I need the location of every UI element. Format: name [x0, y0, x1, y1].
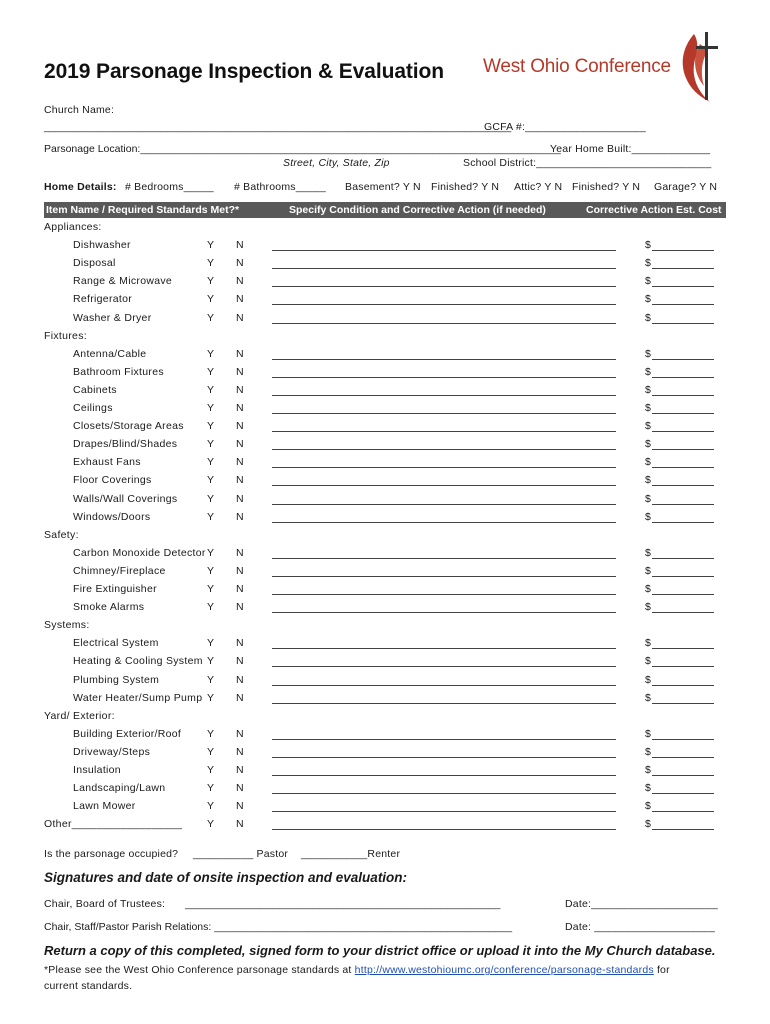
table-row [0, 275, 770, 293]
cost-field[interactable] [652, 793, 714, 794]
standards-note-prefix: *Please see the West Ohio Conference parsonage standards at [44, 964, 352, 976]
yes-option[interactable]: Y [207, 456, 215, 469]
no-option[interactable]: N [236, 293, 244, 306]
logo-text: West Ohio Conference [483, 56, 671, 77]
yes-option[interactable]: Y [207, 293, 215, 306]
no-option[interactable]: N [236, 673, 244, 686]
condition-field[interactable] [272, 703, 616, 704]
table-row [0, 583, 770, 601]
table-row [0, 402, 770, 420]
cost-dollar: $ [645, 293, 651, 306]
category-label: Yard/ Exterior: [44, 709, 115, 722]
header-condition: Specify Condition and Corrective Action (if needed) [289, 204, 546, 216]
condition-field[interactable] [272, 685, 616, 686]
cost-field[interactable] [652, 323, 714, 324]
no-option[interactable]: N [236, 365, 244, 378]
cost-field[interactable] [652, 485, 714, 486]
table-row [0, 637, 770, 655]
condition-field[interactable] [272, 467, 616, 468]
category-label: Safety: [44, 528, 79, 541]
cost-field[interactable] [652, 703, 714, 704]
parsonage-location-field[interactable]: Parsonage Location:________________________________________________________________________ [44, 143, 561, 155]
no-option[interactable]: N [236, 546, 244, 559]
page-title: 2019 Parsonage Inspection & Evaluation [44, 60, 444, 83]
no-option[interactable]: N [236, 239, 244, 252]
no-option[interactable]: N [236, 383, 244, 396]
condition-field[interactable] [272, 377, 616, 378]
item-name: Refrigerator [73, 293, 133, 306]
gcfa-field[interactable]: GCFA #:____________________ [484, 121, 646, 133]
cost-field[interactable] [652, 359, 714, 360]
condition-field[interactable] [272, 268, 616, 269]
yes-option[interactable]: Y [207, 637, 215, 650]
attic-field[interactable]: Attic? Y N [514, 181, 563, 193]
occupied-pastor-field[interactable]: __________ Pastor [193, 848, 289, 860]
table-row [0, 493, 770, 511]
yes-option[interactable]: Y [207, 438, 215, 451]
item-name: Drapes/Blind/Shades [73, 438, 178, 451]
cost-dollar: $ [645, 474, 651, 487]
table-row [0, 764, 770, 782]
cost-field[interactable] [652, 504, 714, 505]
item-name: Dishwasher [73, 239, 131, 252]
cost-dollar: $ [645, 383, 651, 396]
cost-dollar: $ [645, 546, 651, 559]
signatures-heading: Signatures and date of onsite inspection and evaluation: [44, 870, 408, 885]
no-option[interactable]: N [236, 257, 244, 270]
cost-field[interactable] [652, 304, 714, 305]
table-row [0, 257, 770, 275]
category-label: Fixtures: [44, 329, 87, 342]
no-option[interactable]: N [236, 782, 244, 795]
cost-field[interactable] [652, 775, 714, 776]
item-name: Ceilings [73, 402, 113, 414]
cost-dollar: $ [645, 456, 651, 469]
item-name: Bathroom Fixtures [73, 365, 164, 378]
condition-field[interactable] [272, 757, 616, 758]
condition-field[interactable] [272, 431, 616, 432]
yes-option[interactable]: Y [207, 564, 215, 577]
header-cost: Corrective Action Est. Cost [586, 204, 722, 216]
condition-field[interactable] [272, 558, 616, 559]
cost-dollar: $ [645, 745, 651, 758]
item-name: Fire Extinguisher [73, 583, 157, 595]
item-name: Closets/Storage Areas [73, 420, 184, 433]
attic-finished-field[interactable]: Finished? Y N [572, 181, 641, 193]
no-option[interactable]: N [236, 492, 244, 505]
chair-sppr-signature-field[interactable]: Chair, Staff/Pastor Parish Relations: ___________________________________________________ [44, 921, 513, 933]
table-header [44, 202, 726, 218]
standards-note-line2: current standards. [44, 980, 133, 992]
item-name: Driveway/Steps [73, 745, 151, 758]
yes-option[interactable]: Y [207, 402, 215, 414]
yes-option[interactable]: Y [207, 420, 215, 433]
table-row [0, 655, 770, 673]
condition-field[interactable] [272, 413, 616, 414]
item-name: Landscaping/Lawn [73, 782, 166, 795]
table-row [0, 293, 770, 311]
yes-option[interactable]: Y [207, 800, 215, 813]
cost-field[interactable] [652, 811, 714, 812]
no-option[interactable]: N [236, 800, 244, 813]
home-details-label: Home Details: [44, 181, 117, 193]
item-name: Smoke Alarms [73, 601, 145, 614]
item-name: Range & Microwave [73, 275, 173, 288]
item-name: Insulation [73, 764, 121, 776]
yes-option[interactable]: Y [207, 311, 215, 324]
yes-option[interactable]: Y [207, 745, 215, 758]
condition-field[interactable] [272, 739, 616, 740]
occupied-renter-field[interactable]: ___________Renter [301, 848, 401, 860]
yes-option[interactable]: Y [207, 347, 215, 360]
item-name: Washer & Dryer [73, 311, 152, 324]
table-row [0, 456, 770, 474]
cross-flame-icon [676, 30, 726, 106]
cost-dollar: $ [645, 818, 651, 831]
table-row [0, 746, 770, 764]
condition-field[interactable] [272, 811, 616, 812]
table-row [0, 348, 770, 366]
table-row [0, 474, 770, 492]
condition-field[interactable] [272, 612, 616, 613]
yes-option[interactable]: Y [207, 383, 215, 396]
yes-option[interactable]: Y [207, 691, 215, 704]
table-row [0, 547, 770, 565]
no-option[interactable]: N [236, 347, 244, 360]
table-row [0, 366, 770, 384]
condition-field[interactable] [272, 286, 616, 287]
cost-field[interactable] [652, 377, 714, 378]
item-name: Building Exterior/Roof [73, 727, 182, 740]
cost-field[interactable] [652, 286, 714, 287]
basement-finished-field[interactable]: Finished? Y N [431, 181, 500, 193]
yes-option[interactable]: Y [207, 818, 215, 831]
category-label: Systems: [44, 619, 90, 632]
condition-field[interactable] [272, 359, 616, 360]
condition-field[interactable] [272, 504, 616, 505]
condition-field[interactable] [272, 793, 616, 794]
no-option[interactable]: N [236, 564, 244, 577]
condition-field[interactable] [272, 485, 616, 486]
item-name: Windows/Doors [73, 510, 151, 523]
occupied-question: Is the parsonage occupied? [44, 848, 179, 860]
basement-field[interactable]: Basement? Y N [345, 181, 421, 193]
cost-dollar: $ [645, 510, 651, 523]
bathrooms-field[interactable]: # Bathrooms_____ [234, 181, 326, 193]
cost-dollar: $ [645, 365, 651, 378]
cost-dollar: $ [645, 691, 651, 704]
table-row [0, 674, 770, 692]
yes-option[interactable]: Y [207, 474, 215, 487]
cost-field[interactable] [652, 467, 714, 468]
yes-option[interactable]: Y [207, 601, 215, 614]
cost-dollar: $ [645, 239, 651, 252]
no-option[interactable]: N [236, 818, 244, 831]
no-option[interactable]: N [236, 727, 244, 740]
cost-field[interactable] [652, 829, 714, 830]
cost-field[interactable] [652, 431, 714, 432]
no-option[interactable]: N [236, 438, 244, 451]
item-name: Chimney/Fireplace [73, 564, 166, 577]
no-option[interactable]: N [236, 601, 244, 614]
cost-dollar: $ [645, 800, 651, 813]
cost-field[interactable] [652, 576, 714, 577]
header-item-name: Item Name / Required Standards Met?* [46, 204, 240, 216]
cost-dollar: $ [645, 673, 651, 686]
cost-dollar: $ [645, 655, 651, 668]
street-hint: Street, City, State, Zip [283, 157, 390, 169]
date-field-2[interactable]: Date: ____________________ [565, 921, 716, 933]
yes-option[interactable]: Y [207, 583, 215, 595]
condition-field[interactable] [272, 250, 616, 251]
no-option[interactable]: N [236, 745, 244, 758]
cost-field[interactable] [652, 413, 714, 414]
table-row [0, 438, 770, 456]
yes-option[interactable]: Y [207, 655, 215, 668]
item-name: Water Heater/Sump Pump [73, 691, 203, 704]
no-option[interactable]: N [236, 311, 244, 324]
yes-option[interactable]: Y [207, 727, 215, 740]
standards-note-suffix: for [656, 964, 670, 976]
cost-dollar: $ [645, 420, 651, 433]
date-field-1[interactable]: Date:_____________________ [565, 898, 718, 910]
chair-trustees-label: Chair, Board of Trustees: [44, 898, 166, 910]
no-option[interactable]: N [236, 655, 244, 668]
condition-field[interactable] [272, 666, 616, 667]
no-option[interactable]: N [236, 474, 244, 487]
cost-dollar: $ [645, 347, 651, 360]
cost-dollar: $ [645, 782, 651, 795]
item-name: Floor Coverings [73, 474, 152, 487]
chair-trustees-signature-field[interactable]: ______________________________________________________ [185, 898, 501, 910]
no-option[interactable]: N [236, 510, 244, 523]
item-name: Plumbing System [73, 673, 160, 686]
cost-field[interactable] [652, 250, 714, 251]
no-option[interactable]: N [236, 583, 244, 595]
condition-field[interactable] [272, 829, 616, 830]
cost-dollar: $ [645, 564, 651, 577]
table-row [0, 728, 770, 746]
cost-dollar: $ [645, 275, 651, 288]
yes-option[interactable]: Y [207, 673, 215, 686]
cost-field[interactable] [652, 757, 714, 758]
condition-field[interactable] [272, 648, 616, 649]
cost-dollar: $ [645, 637, 651, 650]
item-name: Lawn Mower [73, 800, 136, 813]
item-name: Carbon Monoxide Detector [73, 546, 206, 559]
yes-option[interactable]: Y [207, 782, 215, 795]
cost-dollar: $ [645, 438, 651, 451]
cost-dollar: $ [645, 311, 651, 324]
yes-option[interactable]: Y [207, 492, 215, 505]
school-district-field[interactable]: School District:_____________________________ [463, 157, 712, 169]
cost-dollar: $ [645, 402, 651, 414]
standards-note [44, 964, 670, 976]
table-row [0, 800, 770, 818]
standards-link[interactable]: http://www.westohioumc.org/conference/parsonage-standards [354, 964, 654, 976]
no-option[interactable]: N [236, 691, 244, 704]
item-name: Antenna/Cable [73, 347, 147, 360]
condition-field[interactable] [272, 594, 616, 595]
table-row [0, 565, 770, 583]
no-option[interactable]: N [236, 420, 244, 433]
table-row [0, 511, 770, 529]
condition-field[interactable] [272, 522, 616, 523]
cost-field[interactable] [652, 268, 714, 269]
cost-dollar: $ [645, 727, 651, 740]
garage-field[interactable]: Garage? Y N [654, 181, 718, 193]
yes-option[interactable]: Y [207, 546, 215, 559]
yes-option[interactable]: Y [207, 764, 215, 776]
cost-field[interactable] [652, 666, 714, 667]
no-option[interactable]: N [236, 764, 244, 776]
condition-field[interactable] [272, 449, 616, 450]
return-instructions: Return a copy of this completed, signed form to your district office or upload it into the My Church database. [44, 943, 716, 958]
yes-option[interactable]: Y [207, 365, 215, 378]
table-row [0, 818, 770, 836]
cost-dollar: $ [645, 601, 651, 614]
cost-field[interactable] [652, 558, 714, 559]
no-option[interactable]: N [236, 402, 244, 414]
table-row [0, 312, 770, 330]
condition-field[interactable] [272, 395, 616, 396]
cost-dollar: $ [645, 764, 651, 776]
cost-field[interactable] [652, 648, 714, 649]
table-row [0, 692, 770, 710]
cost-field[interactable] [652, 449, 714, 450]
item-name: Disposal [73, 257, 116, 270]
cost-field[interactable] [652, 395, 714, 396]
yes-option[interactable]: Y [207, 239, 215, 252]
yes-option[interactable]: Y [207, 275, 215, 288]
cost-dollar: $ [645, 583, 651, 595]
cost-dollar: $ [645, 257, 651, 270]
cost-field[interactable] [652, 594, 714, 595]
no-option[interactable]: N [236, 456, 244, 469]
condition-field[interactable] [272, 775, 616, 776]
condition-field[interactable] [272, 576, 616, 577]
no-option[interactable]: N [236, 637, 244, 650]
yes-option[interactable]: Y [207, 257, 215, 270]
cost-dollar: $ [645, 492, 651, 505]
other-item-field[interactable]: Other__________________ [44, 818, 183, 831]
yes-option[interactable]: Y [207, 510, 215, 523]
church-name-field[interactable]: ________________________________________________________________________________ [44, 121, 512, 133]
year-built-field[interactable]: Year Home Built:_____________ [550, 143, 711, 155]
cost-field[interactable] [652, 612, 714, 613]
table-row [0, 601, 770, 619]
item-name: Heating & Cooling System [73, 655, 203, 668]
condition-field[interactable] [272, 304, 616, 305]
cost-field[interactable] [652, 685, 714, 686]
table-row [0, 239, 770, 257]
table-row [0, 420, 770, 438]
category-label: Appliances: [44, 221, 102, 233]
cost-field[interactable] [652, 522, 714, 523]
cost-field[interactable] [652, 739, 714, 740]
item-name: Electrical System [73, 637, 159, 650]
item-name: Exhaust Fans [73, 456, 141, 469]
condition-field[interactable] [272, 323, 616, 324]
table-row [0, 782, 770, 800]
table-row [0, 384, 770, 402]
bedrooms-field[interactable]: # Bedrooms_____ [125, 181, 214, 193]
church-name-label: Church Name: [44, 104, 115, 116]
no-option[interactable]: N [236, 275, 244, 288]
item-name: Cabinets [73, 383, 117, 396]
item-name: Walls/Wall Coverings [73, 492, 178, 505]
